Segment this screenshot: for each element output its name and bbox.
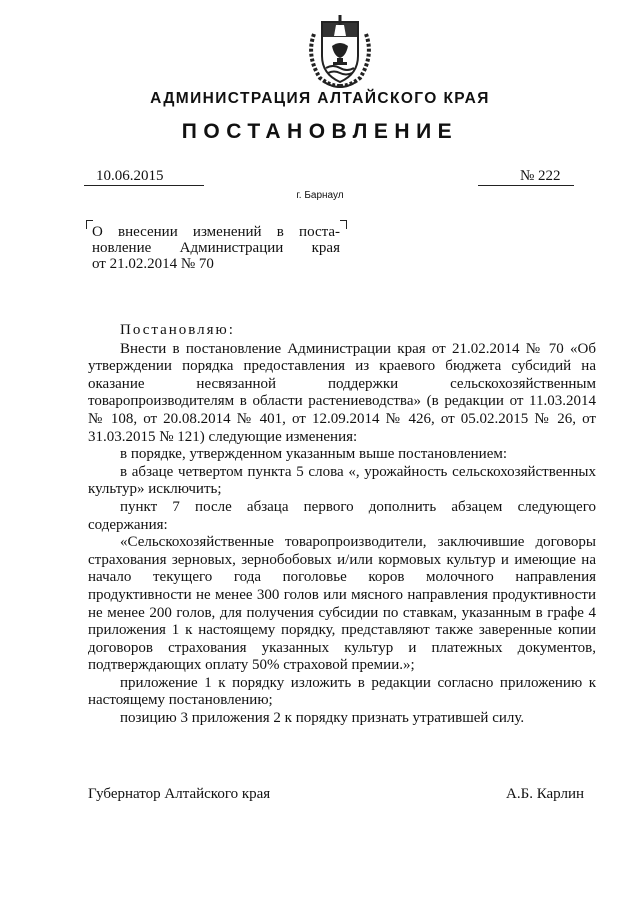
document-date: 10.06.2015 xyxy=(84,168,204,186)
body-paragraph: «Сельскохозяйственные товаропроизводители, заключившие договоры страхования зерновых, зернобобовых и/или кормовых культур и имеющие на начало текущего года поголовье коров молочного направления продуктивности не менее 300 голов или мясного направления продуктивности не менее 200 голов, для получения субсидии по ставкам, указанным в графе 4 приложения 1 к настоящему порядку, представляют также заверенные копии договоров страхования указанных культур и платежных документов, подтверждающих оплату 50% страховой премии.»; xyxy=(88,534,596,674)
document-subject xyxy=(92,224,340,272)
document-body xyxy=(88,322,596,728)
body-paragraph: в абзаце четвертом пункта 5 слова «, урожайность сельскохозяйственных культур» исключить; xyxy=(88,463,596,498)
subject-line: новление Администрации края xyxy=(92,240,340,256)
body-paragraph: Внести в постановление Администрации края от 21.02.2014 № 70 «Об утверждении порядка предоставления из краевого бюджета субсидий на оказание несвязанной поддержки сельскохозяйственным товаропроизводителям в области растениеводства» (в редакции от 11.03.2014 № 108, от 20.08.2014 № 401, от 12.09.2014 № 426, от 05.02.2015 № 26, от 31.03.2015 № 121) следующие изменения: xyxy=(88,340,596,445)
body-paragraph: приложение 1 к порядку изложить в редакции согласно приложению к настоящему постановлению; xyxy=(88,674,596,709)
body-paragraph: пункт 7 после абзаца первого дополнить абзацем следующего содержания: xyxy=(88,498,596,533)
decree-word: Постановляю: xyxy=(120,322,235,338)
subject-line: от 21.02.2014 № 70 xyxy=(92,256,214,272)
document-type-title: ПОСТАНОВЛЕНИЕ xyxy=(181,120,459,143)
signatory-name: А.Б. Карлин xyxy=(506,786,585,802)
document-city: г. Барнаул xyxy=(296,190,344,201)
coat-of-arms-icon xyxy=(300,12,380,90)
subject-bracket-right xyxy=(340,220,347,229)
body-paragraph: в порядке, утвержденном указанным выше постановлением: xyxy=(120,446,508,463)
body-paragraph: позицию 3 приложения 2 к порядку признать утратившей силу. xyxy=(120,710,525,727)
organization-title: АДМИНИСТРАЦИЯ АЛТАЙСКОГО КРАЯ xyxy=(150,90,490,107)
subject-line: О внесении изменений в поста- xyxy=(92,224,340,240)
document-number: № 222 xyxy=(478,168,574,186)
signatory-position: Губернатор Алтайского края xyxy=(88,786,271,802)
